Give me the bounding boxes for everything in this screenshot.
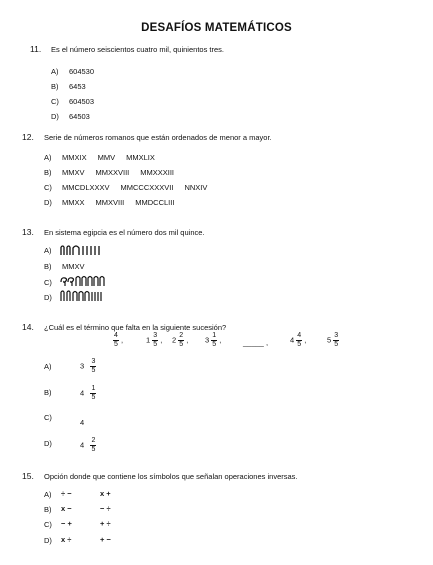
- q12-option-b[interactable]: [62, 168, 185, 177]
- q15-option-b-right[interactable]: − ÷: [100, 504, 111, 513]
- egyptian-numeral-icon: [59, 274, 109, 287]
- q12-option-d[interactable]: [62, 198, 185, 207]
- q14-option-d-label: D): [44, 439, 52, 448]
- roman-numeral: MMXIX: [62, 153, 87, 162]
- sequence-term: 1 $\frac{3}{5}$ ,: [146, 332, 163, 348]
- question-13-number: 13.: [22, 227, 34, 237]
- roman-numeral: MMXXVIII: [95, 168, 130, 177]
- q11-option-a-label: A): [51, 67, 59, 76]
- q11-option-c-label: C): [51, 97, 59, 106]
- q12-option-c-label: C): [44, 183, 52, 192]
- egyptian-numeral-icon: [59, 289, 111, 303]
- q13-option-a-label: A): [44, 246, 52, 255]
- sequence-term: 5 $\frac{3}{5}$: [327, 332, 339, 348]
- q11-option-a-value[interactable]: 604530: [69, 67, 95, 76]
- question-11-text: Es el número seiscientos cuatro mil, quinientos tres.: [51, 45, 224, 54]
- q14-option-d[interactable]: 4 $\frac{2}{5}$: [80, 437, 96, 453]
- question-13-text: En sistema egipcia es el número dos mil quince.: [44, 228, 205, 237]
- roman-numeral: MMXXXIII: [140, 168, 175, 177]
- question-12-text: Serie de números romanos que están ordenados de menor a mayor.: [44, 133, 272, 142]
- roman-numeral: NNXIV: [184, 183, 208, 192]
- q14-option-b-label: B): [44, 388, 52, 397]
- q12-option-b-label: B): [44, 168, 52, 177]
- question-14-number: 14.: [22, 322, 34, 332]
- roman-numeral: MMDCCLIII: [135, 198, 175, 207]
- q13-option-d[interactable]: [59, 289, 111, 308]
- roman-numeral: MMXX: [62, 198, 85, 207]
- q14-option-c[interactable]: 4: [80, 418, 85, 427]
- q11-option-b-value[interactable]: 6453: [69, 82, 86, 91]
- q13-option-b-value[interactable]: MMXV: [62, 262, 85, 271]
- question-15-number: 15.: [22, 471, 34, 481]
- q12-option-c[interactable]: [62, 183, 218, 192]
- q13-option-d-label: D): [44, 293, 52, 302]
- q15-option-d-left[interactable]: x ÷: [61, 535, 72, 544]
- q11-option-d-value[interactable]: 64503: [69, 112, 90, 121]
- q11-option-d-label: D): [51, 112, 59, 121]
- question-14-text: ¿Cuál es el término que falta en la siguiente sucesión?: [44, 323, 227, 332]
- sequence-blank[interactable]: _____ ,: [243, 338, 269, 347]
- q14-option-b[interactable]: 4 $\frac{1}{5}$: [80, 385, 96, 401]
- question-11-number: 11.: [30, 44, 42, 54]
- q15-option-b-label: B): [44, 505, 52, 514]
- sequence-term: 3 $\frac{1}{5}$ ,: [205, 332, 222, 348]
- sequence-term: 2 $\frac{2}{5}$ ,: [172, 332, 189, 348]
- roman-numeral: MMCCCXXXVII: [120, 183, 174, 192]
- q15-option-c-right[interactable]: + ÷: [100, 519, 111, 528]
- egyptian-numeral-icon: [59, 244, 109, 256]
- q15-option-d-label: D): [44, 536, 52, 545]
- sequence-term: $\frac{4}{5}$ ,: [114, 332, 124, 348]
- q12-option-d-label: D): [44, 198, 52, 207]
- q15-option-c-left[interactable]: − +: [61, 519, 72, 528]
- q12-option-a-label: A): [44, 153, 52, 162]
- sequence-term: 4 $\frac{4}{5}$ ,: [290, 332, 307, 348]
- q15-option-a-label: A): [44, 490, 52, 499]
- q15-option-b-left[interactable]: x −: [61, 504, 72, 513]
- q13-option-a[interactable]: [59, 243, 109, 261]
- q15-option-a-right[interactable]: x +: [100, 489, 111, 498]
- question-12-number: 12.: [22, 132, 34, 142]
- q14-option-c-label: C): [44, 413, 52, 422]
- q13-option-c-label: C): [44, 278, 52, 287]
- q15-option-a-left[interactable]: ÷ −: [61, 489, 72, 498]
- roman-numeral: MMXVIII: [95, 198, 125, 207]
- question-15-text: Opción donde que contiene los símbolos que señalan operaciones inversas.: [44, 472, 298, 481]
- q11-option-b-label: B): [51, 82, 59, 91]
- q14-option-a-label: A): [44, 362, 52, 371]
- q12-option-a[interactable]: [62, 153, 166, 162]
- roman-numeral: MMXLIX: [126, 153, 155, 162]
- q14-option-a[interactable]: 3 $\frac{3}{5}$: [80, 358, 96, 374]
- q15-option-d-right[interactable]: + −: [100, 535, 111, 544]
- roman-numeral: MMV: [97, 153, 116, 162]
- q13-option-b-label: B): [44, 262, 52, 271]
- page-title: DESAFÍOS MATEMÁTICOS: [141, 22, 292, 34]
- q15-option-c-label: C): [44, 520, 52, 529]
- roman-numeral: MMCDLXXXV: [62, 183, 110, 192]
- roman-numeral: MMXV: [62, 168, 85, 177]
- q11-option-c-value[interactable]: 604503: [69, 97, 95, 106]
